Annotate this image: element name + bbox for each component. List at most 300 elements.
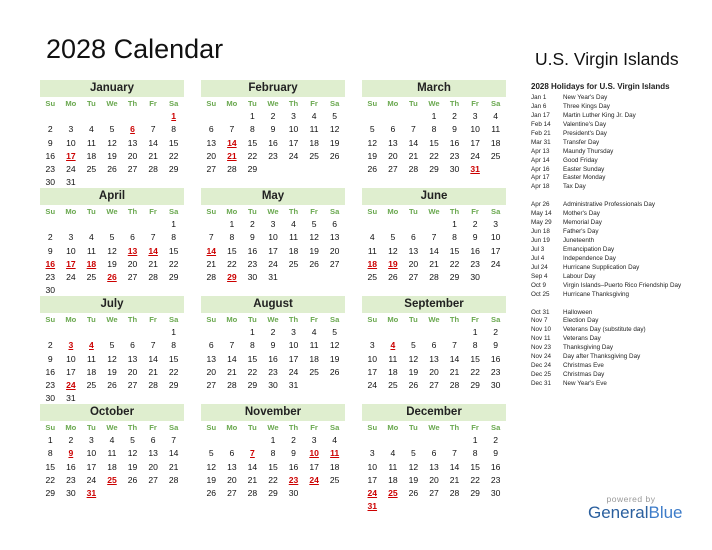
day-cell: 20 (148, 461, 158, 472)
empty-cell (143, 326, 164, 339)
day-cell: 10 (66, 353, 76, 364)
day-cell: 28 (247, 487, 258, 498)
day-cell: 1 (171, 219, 177, 230)
holiday-item (531, 317, 707, 326)
week-row (201, 339, 345, 352)
holiday-date: Apr 26 (531, 201, 550, 209)
holiday-date: Apr 13 (531, 147, 550, 155)
day-cell: 9 (472, 232, 478, 243)
day-cell: 1 (250, 111, 255, 122)
week-row (201, 110, 345, 123)
weekday-label: Th (127, 315, 138, 324)
weekday-label: We (428, 315, 440, 324)
holiday-date: Sep 4 (531, 272, 548, 280)
empty-cell (403, 434, 424, 447)
day-cell: 6 (390, 124, 396, 135)
day-cell: 26 (408, 487, 419, 498)
empty-cell (324, 487, 345, 500)
weekday-label: Sa (491, 423, 501, 432)
day-cell: 1 (452, 219, 457, 230)
weekday-label: Th (288, 315, 299, 324)
day-cell: 9 (452, 124, 457, 135)
empty-cell (485, 163, 506, 176)
empty-cell (122, 218, 143, 231)
week-row (362, 231, 506, 244)
day-cell: 12 (206, 461, 217, 472)
weekday-label: Sa (169, 315, 179, 324)
day-cell: 8 (452, 232, 457, 243)
weekday-label: Fr (310, 315, 318, 324)
day-cell: 28 (429, 271, 439, 282)
day-cell: 1 (472, 327, 478, 338)
week-row (40, 353, 184, 366)
day-cell: 5 (130, 435, 135, 446)
day-cell: 2 (472, 219, 478, 230)
empty-cell (61, 218, 82, 231)
holidays-title: 2028 Holidays for U.S. Virgin Islands (531, 82, 670, 91)
day-cell: 16 (45, 150, 56, 161)
month-header: January (40, 80, 184, 97)
empty-cell (362, 434, 383, 447)
day-cell: 19 (107, 150, 117, 161)
day-cell: 7 (208, 232, 214, 243)
week-row (362, 500, 506, 513)
day-cell: 15 (470, 461, 480, 472)
day-cell: 8 (250, 124, 255, 135)
day-cell: 30 (45, 177, 56, 188)
holiday-item (531, 148, 707, 157)
weekday-label: Sa (330, 99, 340, 108)
weekday-label: Tu (248, 207, 257, 216)
day-cell: 29 (429, 163, 439, 174)
day-cell: 27 (127, 271, 138, 282)
day-cell: 19 (107, 258, 117, 269)
weekday-label: Mo (387, 315, 399, 324)
weekday-label: Mo (226, 423, 238, 432)
holiday-date: Oct 25 (531, 290, 550, 298)
holiday-day-cell: 24 (367, 487, 378, 498)
day-cell: 27 (388, 163, 398, 174)
day-cell: 2 (47, 340, 53, 351)
day-cell: 12 (309, 232, 319, 243)
week-row (40, 258, 184, 271)
day-cell: 13 (206, 137, 217, 148)
day-cell: 19 (309, 245, 319, 256)
day-cell: 15 (449, 245, 460, 256)
day-cell: 28 (206, 271, 217, 282)
day-cell: 6 (150, 435, 156, 446)
weekday-label: We (428, 423, 440, 432)
day-cell: 9 (493, 340, 499, 351)
holiday-day-cell: 3 (68, 340, 74, 351)
day-cell: 12 (107, 245, 117, 256)
day-cell: 17 (66, 366, 76, 377)
holiday-day-cell: 31 (367, 501, 378, 512)
day-cell: 3 (472, 111, 478, 122)
holiday-name: Halloween (563, 308, 593, 316)
day-cell: 29 (449, 271, 460, 282)
day-cell: 10 (367, 353, 378, 364)
day-cell: 2 (493, 327, 499, 338)
day-cell: 6 (431, 340, 437, 351)
day-cell: 19 (329, 353, 340, 364)
day-cell: 23 (490, 366, 501, 377)
day-cell: 26 (107, 379, 117, 390)
day-cell: 12 (388, 245, 398, 256)
empty-cell (383, 218, 404, 231)
empty-cell (283, 163, 304, 176)
day-cell: 5 (109, 340, 115, 351)
weekday-label: We (428, 99, 440, 108)
holiday-item (531, 201, 707, 210)
month-header: September (362, 296, 506, 313)
holiday-date: Dec 24 (531, 362, 551, 370)
month-header: February (201, 80, 345, 97)
month-header: May (201, 188, 345, 205)
day-cell: 19 (367, 150, 378, 161)
holiday-day-cell: 4 (390, 340, 396, 351)
week-row (362, 326, 506, 339)
day-cell: 20 (388, 150, 398, 161)
day-cell: 1 (431, 111, 437, 122)
day-cell: 3 (493, 219, 499, 230)
day-cell: 20 (127, 258, 138, 269)
week-row (201, 379, 345, 392)
day-cell: 26 (408, 379, 419, 390)
holiday-date: Jan 17 (531, 111, 550, 119)
day-cell: 21 (449, 366, 460, 377)
weekday-row (201, 313, 345, 326)
week-row (201, 218, 345, 231)
day-cell: 15 (45, 461, 56, 472)
empty-cell (424, 434, 445, 447)
day-cell: 23 (45, 271, 56, 282)
week-row (201, 487, 345, 500)
day-cell: 22 (168, 258, 179, 269)
day-cell: 13 (127, 137, 138, 148)
day-cell: 28 (168, 474, 179, 485)
day-cell: 24 (367, 379, 378, 390)
week-row (40, 379, 184, 392)
month-header: June (362, 188, 506, 205)
weekday-label: Tu (409, 207, 418, 216)
week-row (40, 487, 184, 500)
month-header: December (362, 404, 506, 421)
day-cell: 5 (332, 111, 338, 122)
holiday-day-cell: 4 (89, 340, 94, 351)
empty-cell (465, 500, 486, 513)
day-cell: 18 (309, 137, 319, 148)
week-row (40, 366, 184, 379)
day-cell: 24 (86, 474, 97, 485)
day-cell: 4 (311, 111, 317, 122)
empty-cell (81, 110, 102, 123)
day-cell: 22 (470, 474, 480, 485)
day-cell: 17 (367, 474, 378, 485)
holiday-day-cell: 18 (86, 258, 97, 269)
day-cell: 14 (227, 353, 237, 364)
day-cell: 25 (86, 271, 97, 282)
day-cell: 15 (429, 137, 439, 148)
weekday-row (362, 313, 506, 326)
day-cell: 30 (247, 271, 258, 282)
day-cell: 9 (291, 448, 296, 459)
holiday-date: Jun 19 (531, 237, 550, 244)
week-row (201, 271, 345, 284)
holiday-date: Jan 6 (531, 102, 547, 110)
day-cell: 12 (367, 137, 378, 148)
month-header: March (362, 80, 506, 97)
month-september (362, 296, 506, 392)
week-row (201, 137, 345, 150)
empty-cell (122, 110, 143, 123)
day-cell: 21 (148, 366, 158, 377)
holiday-date: Jul 24 (531, 263, 548, 271)
week-row (362, 447, 506, 460)
holiday-item (531, 174, 707, 183)
day-cell: 2 (47, 232, 53, 243)
day-cell: 1 (270, 435, 276, 446)
day-cell: 20 (127, 366, 138, 377)
day-cell: 25 (388, 379, 398, 390)
holiday-day-cell: 18 (367, 258, 378, 269)
holiday-day-cell: 16 (45, 258, 56, 269)
week-row (362, 434, 506, 447)
weekday-label: We (428, 207, 440, 216)
holiday-date: Apr 14 (531, 156, 550, 164)
weekday-label: Th (449, 99, 460, 108)
weekday-label: Mo (226, 99, 238, 108)
day-cell: 6 (130, 232, 135, 243)
weekday-label: We (267, 207, 279, 216)
day-cell: 3 (291, 111, 296, 122)
day-cell: 26 (329, 366, 340, 377)
day-cell: 3 (270, 219, 276, 230)
day-cell: 3 (311, 435, 317, 446)
day-cell: 15 (247, 137, 258, 148)
month-october (40, 404, 184, 500)
powered-by-text: powered by (606, 494, 656, 504)
day-cell: 10 (288, 124, 299, 135)
day-cell: 10 (470, 124, 480, 135)
day-cell: 9 (250, 232, 255, 243)
weekday-label: Su (45, 207, 56, 216)
month-header: July (40, 296, 184, 313)
day-cell: 5 (208, 448, 214, 459)
week-row (40, 271, 184, 284)
day-cell: 15 (168, 245, 179, 256)
day-cell: 4 (89, 232, 94, 243)
day-cell: 22 (268, 474, 278, 485)
holiday-name: Valentine's Day (563, 120, 607, 128)
holidays-panel (531, 82, 707, 389)
day-cell: 29 (168, 163, 179, 174)
day-cell: 11 (289, 232, 298, 243)
weekday-label: Tu (248, 99, 257, 108)
week-row (362, 379, 506, 392)
week-row (40, 339, 184, 352)
day-cell: 27 (329, 258, 340, 269)
day-cell: 22 (168, 366, 179, 377)
holiday-item (531, 112, 707, 121)
empty-cell (81, 326, 102, 339)
day-cell: 19 (408, 366, 419, 377)
weekday-row (201, 97, 345, 110)
month-february (201, 80, 345, 176)
empty-cell (362, 326, 383, 339)
empty-cell (444, 500, 465, 513)
day-cell: 23 (268, 150, 278, 161)
day-cell: 3 (68, 232, 74, 243)
holiday-date: Nov 7 (531, 317, 548, 325)
day-cell: 29 (168, 271, 179, 282)
week-row (201, 326, 345, 339)
weekday-label: Fr (310, 99, 318, 108)
holiday-date: Mar 31 (531, 138, 551, 146)
day-cell: 23 (45, 379, 56, 390)
empty-cell (143, 110, 164, 123)
weekday-label: Sa (491, 315, 501, 324)
brand-logo[interactable] (588, 494, 683, 523)
day-cell: 20 (408, 258, 419, 269)
day-cell: 18 (86, 366, 97, 377)
day-cell: 27 (127, 379, 138, 390)
holiday-name: Emancipation Day (563, 245, 615, 253)
weekday-label: Tu (87, 99, 96, 108)
weekday-label: Fr (310, 423, 318, 432)
holiday-date: Feb 14 (531, 120, 551, 128)
holiday-day-cell: 31 (470, 163, 480, 174)
weekday-label: Th (288, 207, 299, 216)
region-name: U.S. Virgin Islands (535, 49, 679, 69)
month-header: October (40, 404, 184, 421)
holiday-item (531, 291, 707, 300)
day-cell: 4 (311, 327, 317, 338)
day-cell: 18 (388, 474, 398, 485)
holiday-name: Memorial Day (563, 219, 602, 227)
weekday-label: Sa (169, 423, 179, 432)
holiday-name: Mother's Day (563, 210, 600, 218)
day-cell: 30 (45, 285, 56, 296)
holiday-day-cell: 14 (227, 137, 237, 148)
weekday-label: Su (45, 99, 56, 108)
day-cell: 24 (268, 258, 278, 269)
day-cell: 12 (408, 353, 419, 364)
day-cell: 30 (449, 163, 460, 174)
holiday-day-cell: 17 (66, 258, 76, 269)
day-cell: 1 (250, 327, 255, 338)
week-row (40, 218, 184, 231)
day-cell: 31 (288, 379, 299, 390)
weekday-label: Mo (387, 423, 399, 432)
holiday-date: Jul 4 (531, 254, 545, 262)
empty-cell (122, 326, 143, 339)
day-cell: 13 (329, 232, 340, 243)
day-cell: 18 (288, 245, 299, 256)
day-cell: 4 (493, 111, 499, 122)
day-cell: 27 (227, 487, 237, 498)
day-cell: 20 (227, 474, 237, 485)
holiday-name: Juneteenth (563, 237, 595, 244)
weekday-label: Th (127, 99, 138, 108)
day-cell: 20 (127, 150, 138, 161)
day-cell: 3 (291, 327, 296, 338)
holiday-item (531, 219, 707, 228)
holiday-name: President's Day (563, 129, 607, 137)
day-cell: 27 (408, 271, 419, 282)
day-cell: 6 (130, 340, 135, 351)
day-cell: 28 (227, 379, 237, 390)
day-cell: 10 (66, 245, 76, 256)
holiday-date: Nov 10 (531, 326, 551, 334)
day-cell: 17 (86, 461, 97, 472)
empty-cell (201, 326, 222, 339)
weekday-label: We (106, 99, 118, 108)
day-cell: 12 (107, 137, 117, 148)
day-cell: 25 (309, 366, 319, 377)
empty-cell (201, 110, 222, 123)
day-cell: 30 (66, 487, 76, 498)
week-row (40, 434, 184, 447)
day-cell: 26 (127, 474, 138, 485)
week-row (362, 150, 506, 163)
day-cell: 30 (490, 487, 501, 498)
brand-name-part2: Blue (648, 503, 683, 522)
day-cell: 24 (288, 150, 299, 161)
weekday-row (40, 97, 184, 110)
day-cell: 22 (227, 258, 237, 269)
week-row (362, 487, 506, 500)
empty-cell (143, 487, 164, 500)
weekday-label: Fr (149, 315, 157, 324)
day-cell: 5 (332, 327, 338, 338)
day-cell: 18 (490, 137, 501, 148)
week-row (40, 150, 184, 163)
holidays-list (531, 94, 707, 389)
week-row (40, 474, 184, 487)
day-cell: 23 (490, 474, 501, 485)
weekday-label: Su (367, 207, 378, 216)
empty-cell (424, 218, 445, 231)
holiday-day-cell: 24 (66, 379, 76, 390)
day-cell: 19 (329, 137, 340, 148)
empty-cell (102, 218, 123, 231)
weekday-label: Tu (409, 99, 418, 108)
day-cell: 25 (86, 163, 97, 174)
day-cell: 16 (247, 245, 258, 256)
day-cell: 11 (309, 340, 319, 351)
day-cell: 20 (429, 366, 439, 377)
holiday-item (531, 237, 707, 246)
day-cell: 4 (332, 435, 338, 446)
weekday-label: Su (367, 423, 378, 432)
weekday-label: Su (206, 207, 217, 216)
day-cell: 29 (247, 379, 258, 390)
day-cell: 29 (268, 487, 278, 498)
day-cell: 5 (109, 232, 115, 243)
day-cell: 2 (270, 327, 276, 338)
day-cell: 7 (452, 340, 457, 351)
day-cell: 7 (411, 124, 416, 135)
empty-cell (324, 379, 345, 392)
day-cell: 8 (171, 124, 177, 135)
day-cell: 15 (168, 353, 179, 364)
empty-cell (222, 326, 243, 339)
week-row (40, 110, 184, 123)
month-april (40, 188, 184, 297)
day-cell: 28 (449, 487, 460, 498)
empty-cell (102, 487, 123, 500)
